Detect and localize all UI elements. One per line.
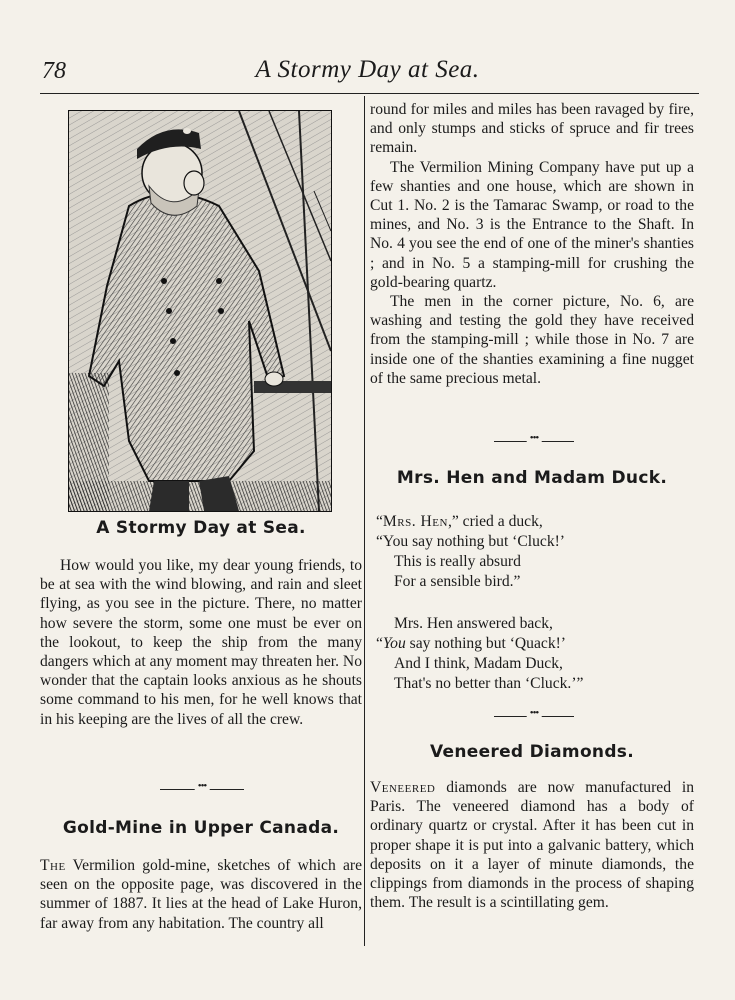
poem bbox=[370, 512, 694, 694]
poem-line: And I think, Madam Duck, bbox=[394, 655, 563, 672]
stormy-title: A Stormy Day at Sea. bbox=[96, 518, 306, 538]
page-number: 78 bbox=[42, 58, 66, 84]
poem-line: “You say nothing but ‘Cluck!’ bbox=[376, 533, 565, 550]
poem-line: “You say nothing but ‘Quack!’ bbox=[376, 635, 566, 652]
gold-mine-title: Gold-Mine in Upper Canada. bbox=[62, 818, 340, 838]
veneered-lead-word: Veneered bbox=[370, 779, 436, 796]
section-ornament: ••• bbox=[494, 712, 574, 720]
poem-line: That's no better than ‘Cluck.’” bbox=[394, 675, 584, 692]
poem-line: “Mrs. Hen,” cried a duck, bbox=[376, 513, 543, 530]
captain-engraving bbox=[68, 110, 332, 512]
section-ornament: ••• bbox=[160, 785, 244, 793]
gold-mine-continuation: round for miles and miles has been ravaged by fire, and only stumps and sticks of spruce and fir trees remain. bbox=[370, 101, 694, 157]
poem-line: For a sensible bird.” bbox=[394, 573, 521, 590]
gold-mine-text: Vermilion gold-mine, sketches of which are seen on the opposite page, was discovered in the summer of 1887. It lies at the head of Lake Huron, far away from any habitation. The country all bbox=[40, 857, 362, 932]
gold-lead-word: The bbox=[40, 857, 66, 874]
column-divider bbox=[364, 96, 365, 946]
poem-line: This is really absurd bbox=[394, 553, 521, 570]
veneered-text: diamonds are now manufactured in Paris. The veneered diamond has a body of ordinary quartz or crystal. After it has been cut in proper shape it is put into a galvanic battery, which deposits on it a layer of minute diamonds, the clippings from diamonds in the process of shaping them. The result is a scintillating gem. bbox=[370, 779, 694, 912]
header-rule bbox=[40, 93, 699, 94]
gold-mine-paragraph bbox=[40, 856, 362, 933]
stormy-paragraph: How would you like, my dear young friends, to be at sea with the wind blowing, and rain and sleet flying, as you see in the picture. There, no matter how severe the storm, some one must be ever on the lookout, to keep the ship from the many dangers which at any moment may threaten her. No wonder that the captain looks anxious as he shouts some command to his men, for he well knows that in his keeping are the lives of all the crew. bbox=[40, 557, 362, 728]
gold-mine-paragraph-3: The men in the corner picture, No. 6, are washing and testing the gold they have received from the stamping-mill ; while those in No. 7 are inside one of the shanties examining a fine nugget of the same precious metal. bbox=[370, 293, 694, 387]
running-title: A Stormy Day at Sea. bbox=[255, 56, 480, 83]
veneered-title: Veneered Diamonds. bbox=[430, 742, 634, 762]
section-ornament: ••• bbox=[494, 437, 574, 445]
gold-mine-paragraph-2: The Vermilion Mining Company have put up a few shanties and one house, which are shown in Cut 1. No. 2 is the Tamarac Swamp, or road to the mines, and No. 3 is the Entrance to the Shaft. In No. 4 you see the end of one of the miner's shanties ; and in No. 5 a stamping-mill for crushing the gold-bearing quartz. bbox=[370, 158, 694, 291]
hen-duck-title: Mrs. Hen and Madam Duck. bbox=[396, 468, 668, 488]
veneered-paragraph bbox=[370, 778, 694, 912]
poem-line: Mrs. Hen answered back, bbox=[394, 615, 553, 632]
